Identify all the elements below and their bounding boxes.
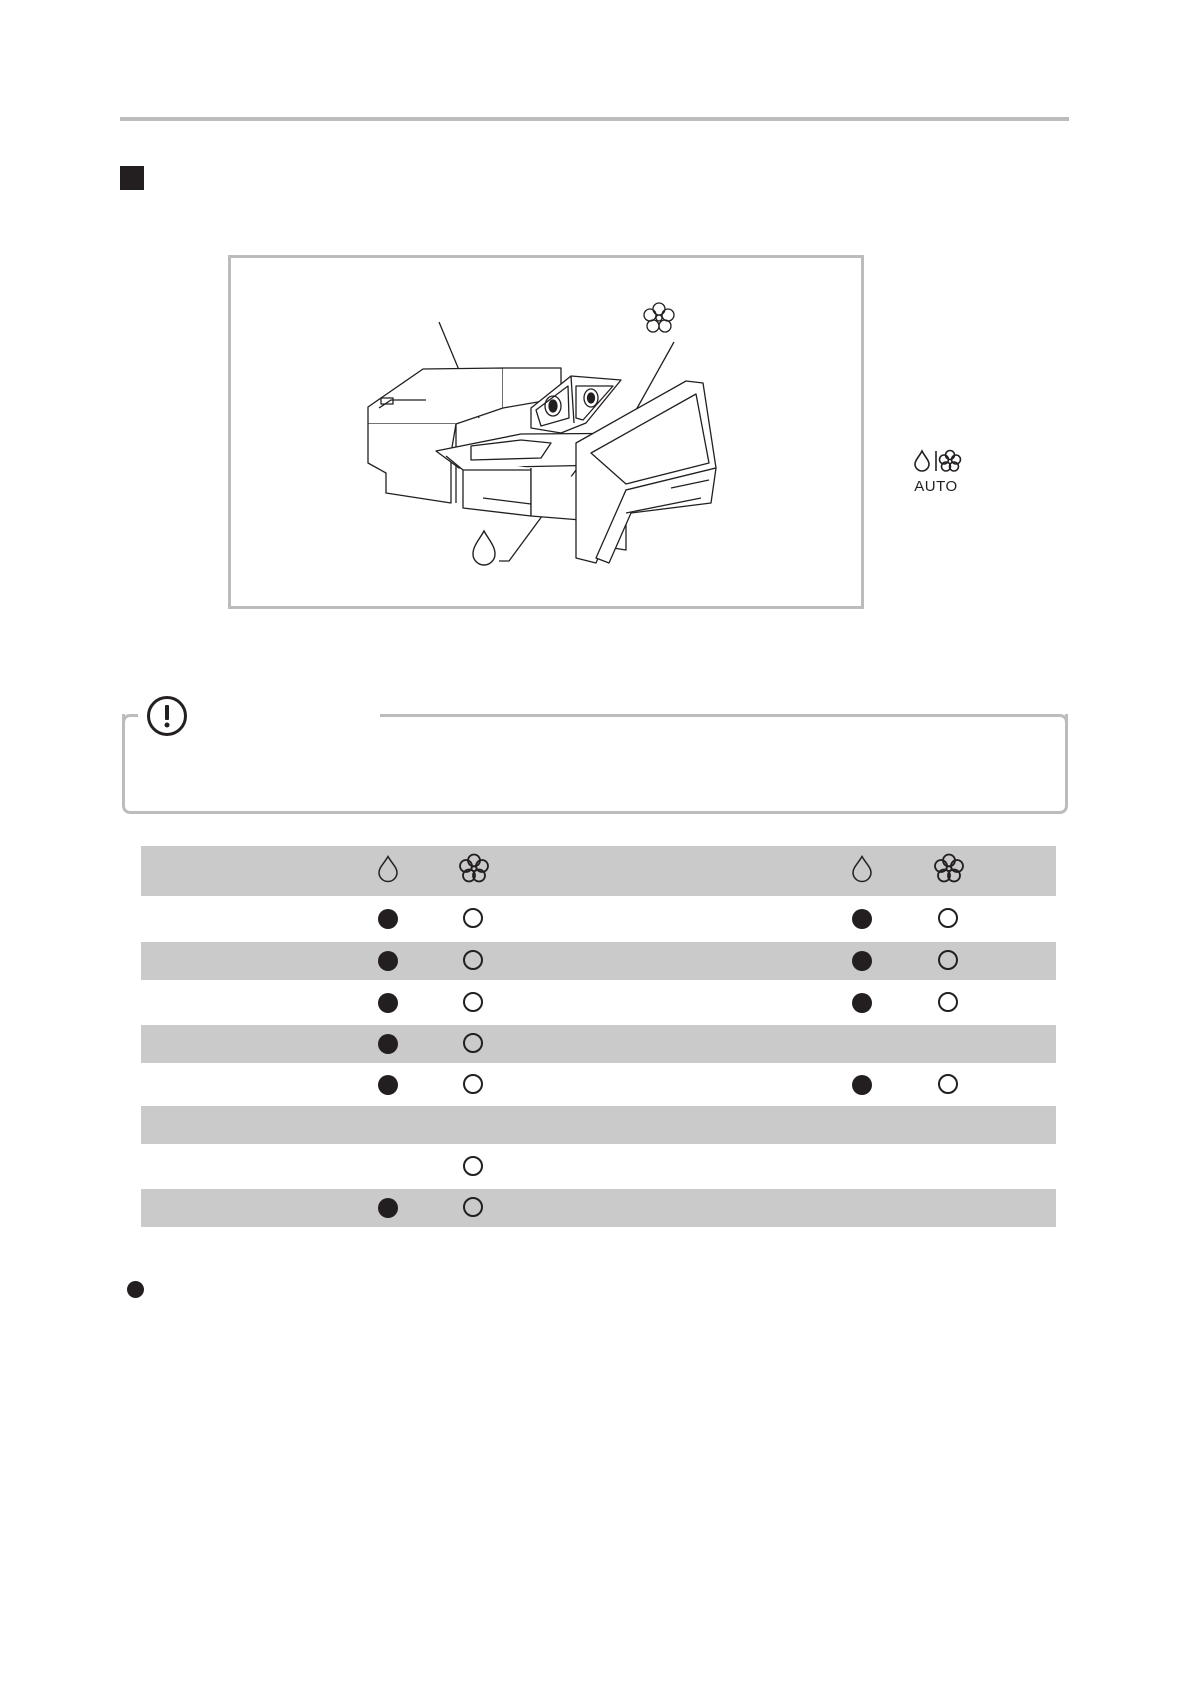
- filled-dot-icon: [852, 909, 872, 929]
- empty-dot-icon: [938, 908, 958, 928]
- empty-dot-icon: [463, 1033, 483, 1053]
- empty-dot-icon: [463, 908, 483, 928]
- note-box-corner-right: [380, 714, 1068, 726]
- filled-dot-icon: [852, 951, 872, 971]
- empty-dot-icon: [463, 1156, 483, 1176]
- filled-dot-icon: [378, 1198, 398, 1218]
- empty-dot-icon: [938, 992, 958, 1012]
- table-row: [141, 1063, 1056, 1106]
- detergent-drop-icon: [851, 855, 873, 888]
- softener-flower-icon: [644, 303, 674, 332]
- compatibility-table: [141, 846, 1056, 1227]
- auto-label: AUTO: [914, 478, 958, 495]
- top-divider: [120, 117, 1069, 121]
- note-box-corner-left: [122, 714, 138, 726]
- filled-dot-icon: [378, 909, 398, 929]
- dispenser-drawer-illustration: [231, 258, 861, 606]
- table-row: [141, 1189, 1056, 1227]
- filled-dot-icon: [378, 951, 398, 971]
- filled-dot-icon: [378, 993, 398, 1013]
- auto-dispense-legend: [906, 448, 966, 498]
- detergent-drop-icon: [377, 855, 399, 888]
- table-header-row: [141, 846, 1056, 896]
- filled-dot-icon: [127, 1281, 144, 1298]
- note-box: [122, 714, 1068, 814]
- empty-dot-icon: [463, 1074, 483, 1094]
- filled-dot-icon: [852, 993, 872, 1013]
- table-row: [141, 1144, 1056, 1189]
- softener-flower-icon: [457, 852, 491, 891]
- exclamation-circle-icon: [146, 695, 188, 737]
- empty-dot-icon: [463, 992, 483, 1012]
- filled-dot-icon: [378, 1075, 398, 1095]
- empty-dot-icon: [463, 950, 483, 970]
- table-row: [141, 980, 1056, 1025]
- softener-flower-icon: [932, 852, 966, 891]
- table-row: [141, 942, 1056, 980]
- filled-dot-icon: [378, 1034, 398, 1054]
- table-row: [141, 896, 1056, 942]
- dispenser-drawer-figure: [228, 255, 864, 609]
- empty-dot-icon: [938, 950, 958, 970]
- detergent-drop-icon: [473, 531, 495, 565]
- section-marker-square: [120, 166, 144, 190]
- table-row: [141, 1025, 1056, 1063]
- empty-dot-icon: [463, 1197, 483, 1217]
- filled-dot-icon: [852, 1075, 872, 1095]
- empty-dot-icon: [938, 1074, 958, 1094]
- table-row: [141, 1106, 1056, 1144]
- drop-and-flower-icon: [914, 448, 962, 474]
